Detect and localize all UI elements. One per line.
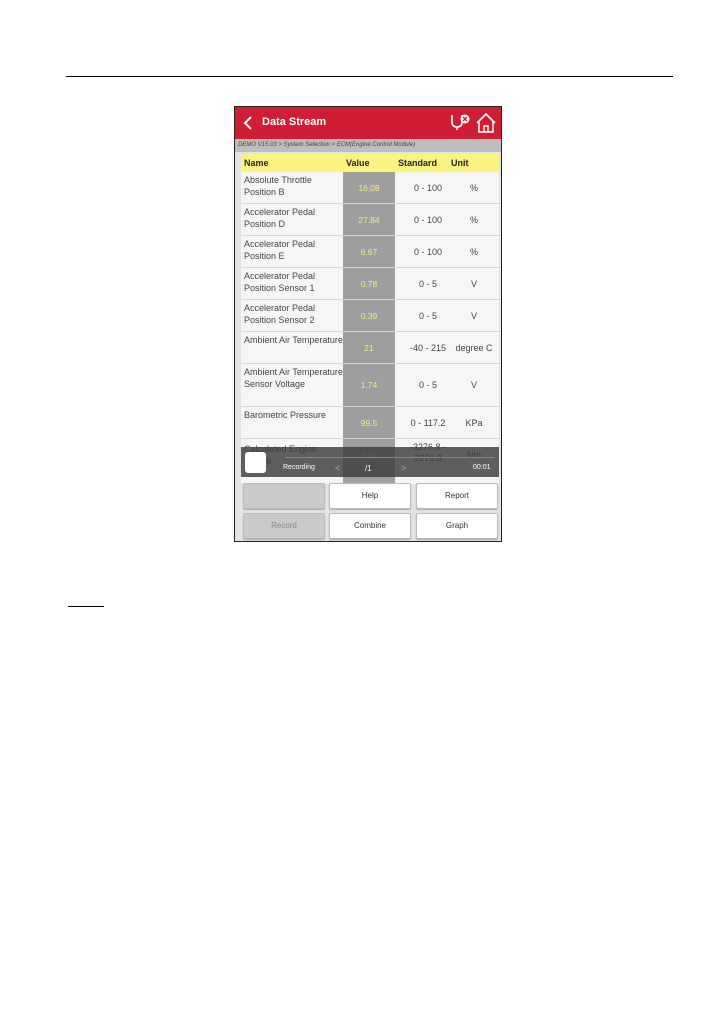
row-value: 1.74 <box>360 380 378 390</box>
recording-progress-line <box>285 457 495 458</box>
blank-button[interactable] <box>243 483 325 509</box>
row-unit: V <box>470 380 477 390</box>
diagnosis-stethoscope-icon[interactable] <box>449 112 471 134</box>
data-stream-table <box>241 154 499 484</box>
row-unit: % <box>469 215 478 225</box>
row-unit: % <box>469 247 478 257</box>
row-value: 99.5 <box>360 418 378 428</box>
row-value: 16.08 <box>358 183 380 193</box>
row-name: Ambient Air Temperature <box>244 335 343 345</box>
page-title: Data Stream <box>262 116 327 128</box>
row-name: Accelerator Pedal Position D <box>244 207 316 229</box>
table-row[interactable] <box>241 172 499 204</box>
combine-button[interactable]: Combine <box>329 513 411 539</box>
title-bar <box>235 107 501 139</box>
row-name: Accelerator Pedal Position E <box>244 239 316 261</box>
row-standard: 0 - 5 <box>418 311 437 321</box>
row-unit: degree C <box>455 343 493 353</box>
table-row[interactable] <box>241 407 499 439</box>
row-name: Absolute Throttle Position B <box>244 175 312 197</box>
table-row[interactable] <box>241 204 499 236</box>
column-header-name: Name <box>244 158 269 168</box>
row-name: Accelerator Pedal Position Sensor 2 <box>244 303 316 325</box>
row-standard: 0 - 100 <box>413 247 443 257</box>
record-button[interactable]: Record <box>243 513 325 539</box>
column-header-standard: Standard <box>398 158 438 168</box>
row-name: Accelerator Pedal Position Sensor 1 <box>244 271 316 293</box>
row-standard: -40 - 215 <box>409 343 447 353</box>
row-value: 0.39 <box>360 311 378 321</box>
row-name: Ambient Air Temperature Sensor Voltage <box>244 367 343 389</box>
help-button[interactable]: Help <box>329 483 411 509</box>
table-row[interactable] <box>241 236 499 268</box>
next-page-icon[interactable]: > <box>401 463 407 473</box>
row-standard: 0 - 5 <box>418 380 437 390</box>
row-unit: KPa <box>465 418 483 428</box>
table-header-row <box>241 154 499 172</box>
table-row[interactable] <box>241 332 499 364</box>
row-value: 27.84 <box>358 215 380 225</box>
page-indicator: /1 <box>365 464 372 473</box>
graph-button[interactable]: Graph <box>416 513 498 539</box>
report-button[interactable]: Report <box>416 483 498 509</box>
stop-recording-button[interactable] <box>245 452 266 473</box>
back-arrow-icon[interactable] <box>241 115 255 131</box>
recording-timer: 00:01 <box>473 464 491 471</box>
row-name: Barometric Pressure <box>244 410 327 420</box>
breadcrumb: DEMO V15.03 > System Selection > ECM(Engine Control Module) <box>235 139 501 152</box>
row-value: 21 <box>364 343 374 353</box>
home-icon[interactable] <box>474 111 498 135</box>
prev-page-icon[interactable]: < <box>335 463 341 473</box>
table-row[interactable] <box>241 364 499 407</box>
app-screenshot <box>234 106 502 542</box>
column-header-unit: Unit <box>451 158 469 168</box>
note-underline <box>68 606 104 607</box>
table-row[interactable] <box>241 300 499 332</box>
row-standard: 0 - 117.2 <box>410 418 446 428</box>
page-top-rule <box>66 76 673 77</box>
row-standard: 0 - 5 <box>418 279 437 289</box>
row-unit: V <box>470 311 477 321</box>
table-row[interactable] <box>241 268 499 300</box>
row-value: 6.67 <box>360 247 378 257</box>
recording-label: Recording <box>283 464 315 471</box>
row-unit: % <box>469 183 478 193</box>
row-unit: V <box>470 279 477 289</box>
row-value: 0.78 <box>360 279 378 289</box>
column-header-value: Value <box>346 158 370 168</box>
row-standard: 0 - 100 <box>413 215 443 225</box>
recording-bar <box>241 447 499 477</box>
row-standard: 0 - 100 <box>413 183 443 193</box>
